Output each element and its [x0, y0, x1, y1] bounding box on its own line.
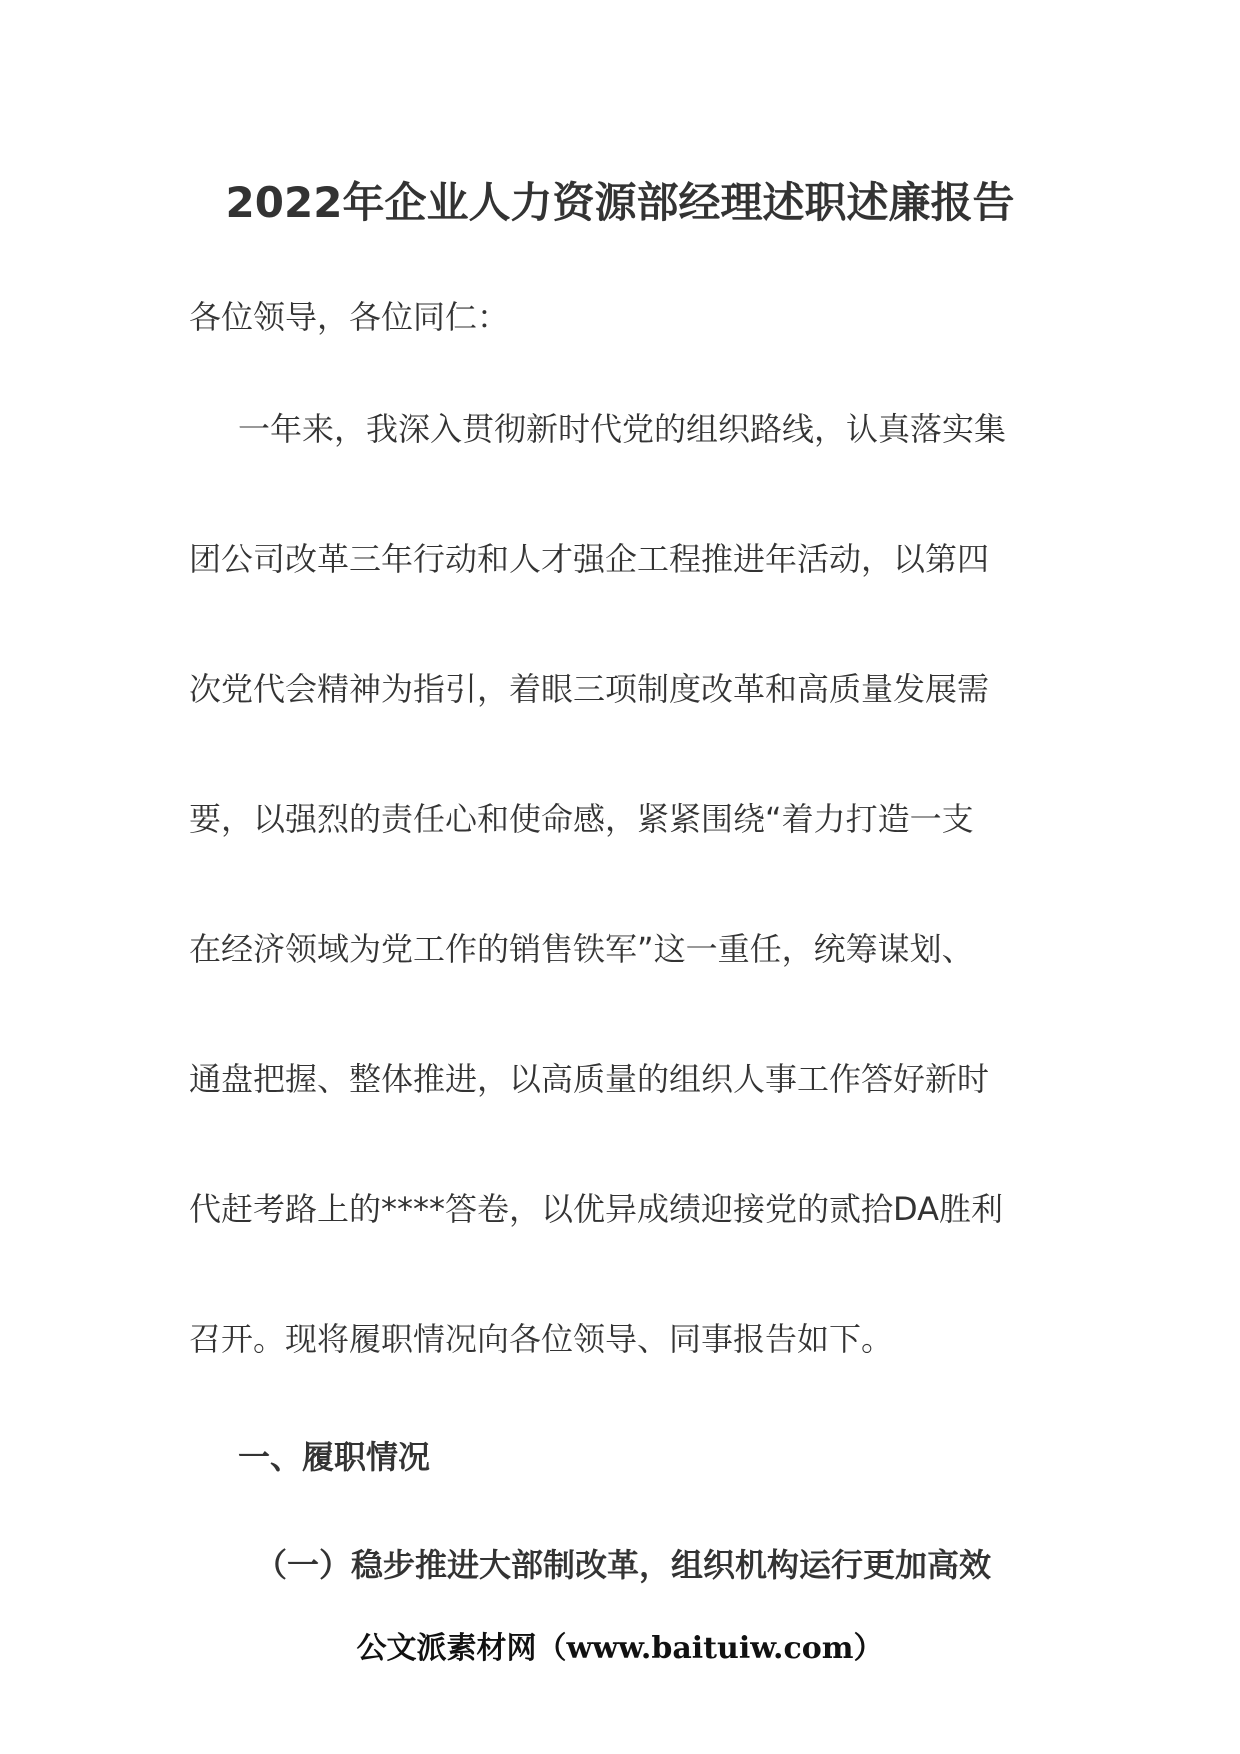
paragraph-line: 在经济领域为党工作的销售铁军”这一重任，统筹谋划、: [189, 930, 974, 968]
paragraph-line: 一年来，我深入贯彻新时代党的组织路线，认真落实集: [238, 410, 1007, 448]
salutation: 各位领导，各位同仁：: [189, 298, 510, 336]
section-heading: 一、履职情况: [238, 1438, 431, 1476]
document-title: 2022年企业人力资源部经理述职述廉报告: [225, 178, 1015, 227]
paragraph-line: 代赶考路上的****答卷，以优异成绩迎接党的贰拾DA胜利: [189, 1190, 1003, 1228]
paragraph-line: 要，以强烈的责任心和使命感，紧紧围绕“着力打造一支: [189, 800, 974, 838]
paragraph-line: 通盘把握、整体推进，以高质量的组织人事工作答好新时: [189, 1060, 990, 1098]
paragraph-line: 次党代会精神为指引，着眼三项制度改革和高质量发展需: [189, 670, 990, 708]
footer-watermark: 公文派素材网（www.baituiw.com）: [356, 1631, 884, 1666]
paragraph-line: 团公司改革三年行动和人才强企工程推进年活动，以第四: [189, 540, 990, 578]
paragraph-line: 召开。现将履职情况向各位领导、同事报告如下。: [189, 1320, 894, 1358]
subsection-heading: （一）稳步推进大部制改革，组织机构运行更加高效: [255, 1546, 992, 1584]
